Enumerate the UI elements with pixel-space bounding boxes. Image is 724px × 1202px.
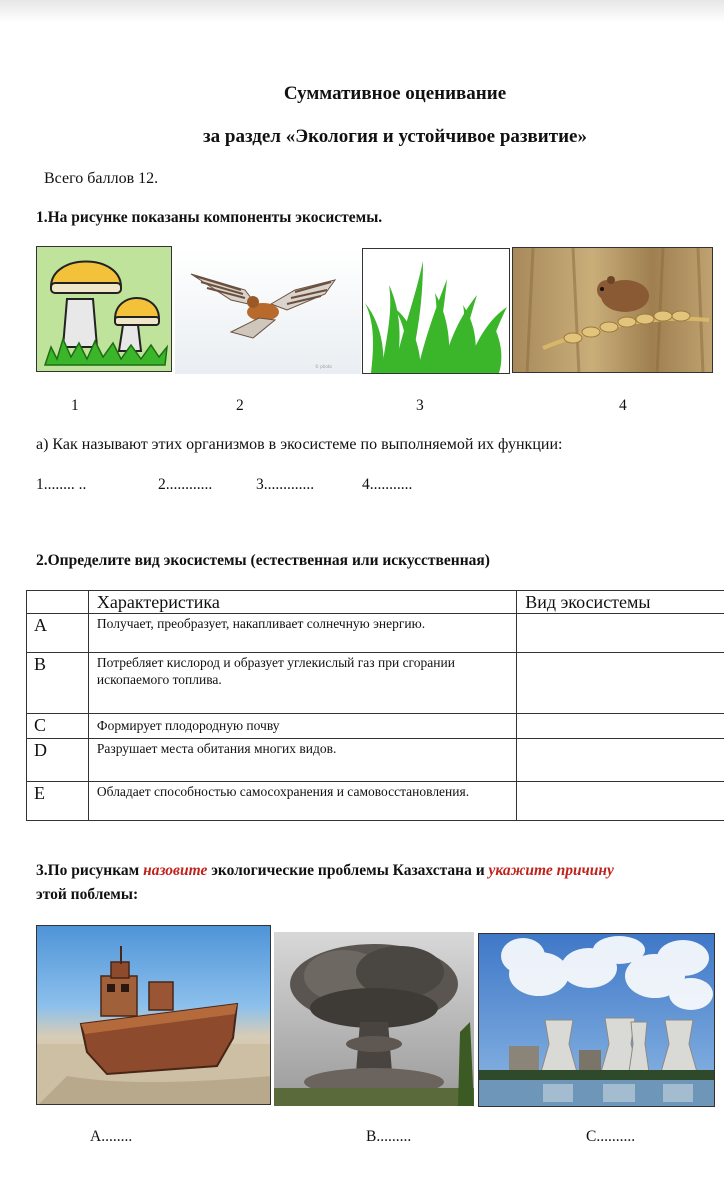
row-characteristic: Обладает способностью самосохранения и самовосстановления. — [88, 782, 516, 821]
table-row — [27, 614, 724, 653]
answer-blank-4[interactable]: 4........... — [362, 476, 413, 493]
page-title: Суммативное оценивание — [283, 83, 507, 104]
row-answer-cell[interactable] — [517, 782, 724, 821]
mouse-wheat-drawing — [513, 248, 713, 373]
ecosystem-table — [26, 590, 724, 821]
row-characteristic: Получает, преобразует, накапливает солнечную энергию. — [88, 614, 516, 653]
q2-heading: 2.Определите вид экосистемы (естественная или искусственная) — [36, 552, 490, 569]
ship-drawing — [37, 926, 271, 1105]
table-header-ecosystem-type: Вид экосистемы — [517, 591, 724, 614]
q3-answer-a[interactable]: А........ — [90, 1128, 133, 1145]
image-number-4: 4 — [619, 397, 627, 414]
stranded-ship-image — [36, 925, 271, 1105]
row-answer-cell[interactable] — [517, 614, 724, 653]
q1-question-a: а) Как называют этих организмов в экосистеме по выполняемой их функции: — [36, 436, 563, 453]
row-answer-cell[interactable] — [517, 653, 724, 714]
hawk-image — [175, 250, 361, 374]
table-header-letter — [27, 591, 89, 614]
mouse-on-wheat-image — [512, 247, 713, 373]
row-answer-cell[interactable] — [517, 714, 724, 739]
table-row — [27, 653, 724, 714]
answer-blank-2[interactable]: 2............ — [158, 476, 213, 493]
page-subtitle: за раздел «Экология и устойчивое развитие» — [203, 126, 587, 147]
answer-blank-1[interactable]: 1........ .. — [36, 476, 87, 493]
mushrooms-image — [36, 246, 172, 372]
q3-heading-emphasis-cause: укажите причину — [488, 862, 614, 879]
q3-answer-b[interactable]: В......... — [366, 1128, 412, 1145]
q1-heading: 1.На рисунке показаны компоненты экосистемы. — [36, 209, 383, 226]
answer-blank-3[interactable]: 3............. — [256, 476, 315, 493]
mushrooms-drawing — [37, 247, 172, 372]
table-row — [27, 782, 724, 821]
q3-answer-c[interactable]: С.......... — [586, 1128, 636, 1145]
grass-drawing — [363, 249, 510, 374]
table-header-row — [27, 591, 724, 614]
cooling-towers-image — [478, 933, 715, 1107]
row-letter: D — [27, 739, 89, 782]
grass-image — [362, 248, 510, 374]
explosion-drawing — [274, 932, 474, 1106]
row-characteristic: Формирует плодородную почву — [88, 714, 516, 739]
q3-heading — [36, 862, 614, 880]
hawk-drawing — [175, 250, 361, 374]
total-points: Всего баллов 12. — [44, 170, 159, 187]
towers-drawing — [479, 934, 715, 1107]
image-number-1: 1 — [71, 397, 79, 414]
page-top-shade — [0, 0, 724, 22]
row-answer-cell[interactable] — [517, 739, 724, 782]
image-number-2: 2 — [236, 397, 244, 414]
table-row — [27, 714, 724, 739]
row-letter: C — [27, 714, 89, 739]
q3-heading-part2: экологические проблемы Казахстана и — [207, 862, 489, 879]
q3-heading-part1: 3.По рисункам — [36, 862, 144, 879]
row-characteristic: Разрушает места обитания многих видов. — [88, 739, 516, 782]
q3-heading-line2: этой поблемы: — [36, 886, 139, 903]
q3-heading-emphasis-name: назовите — [143, 862, 208, 879]
image-number-3: 3 — [416, 397, 424, 414]
svg-text:© photo: © photo — [315, 364, 332, 369]
row-letter: B — [27, 653, 89, 714]
table-header-characteristic: Характеристика — [88, 591, 516, 614]
row-letter: A — [27, 614, 89, 653]
row-letter: E — [27, 782, 89, 821]
nuclear-explosion-image — [274, 932, 474, 1106]
row-characteristic: Потребляет кислород и образует углекислый газ при сгорании ископаемого топлива. — [88, 653, 516, 714]
table-row — [27, 739, 724, 782]
